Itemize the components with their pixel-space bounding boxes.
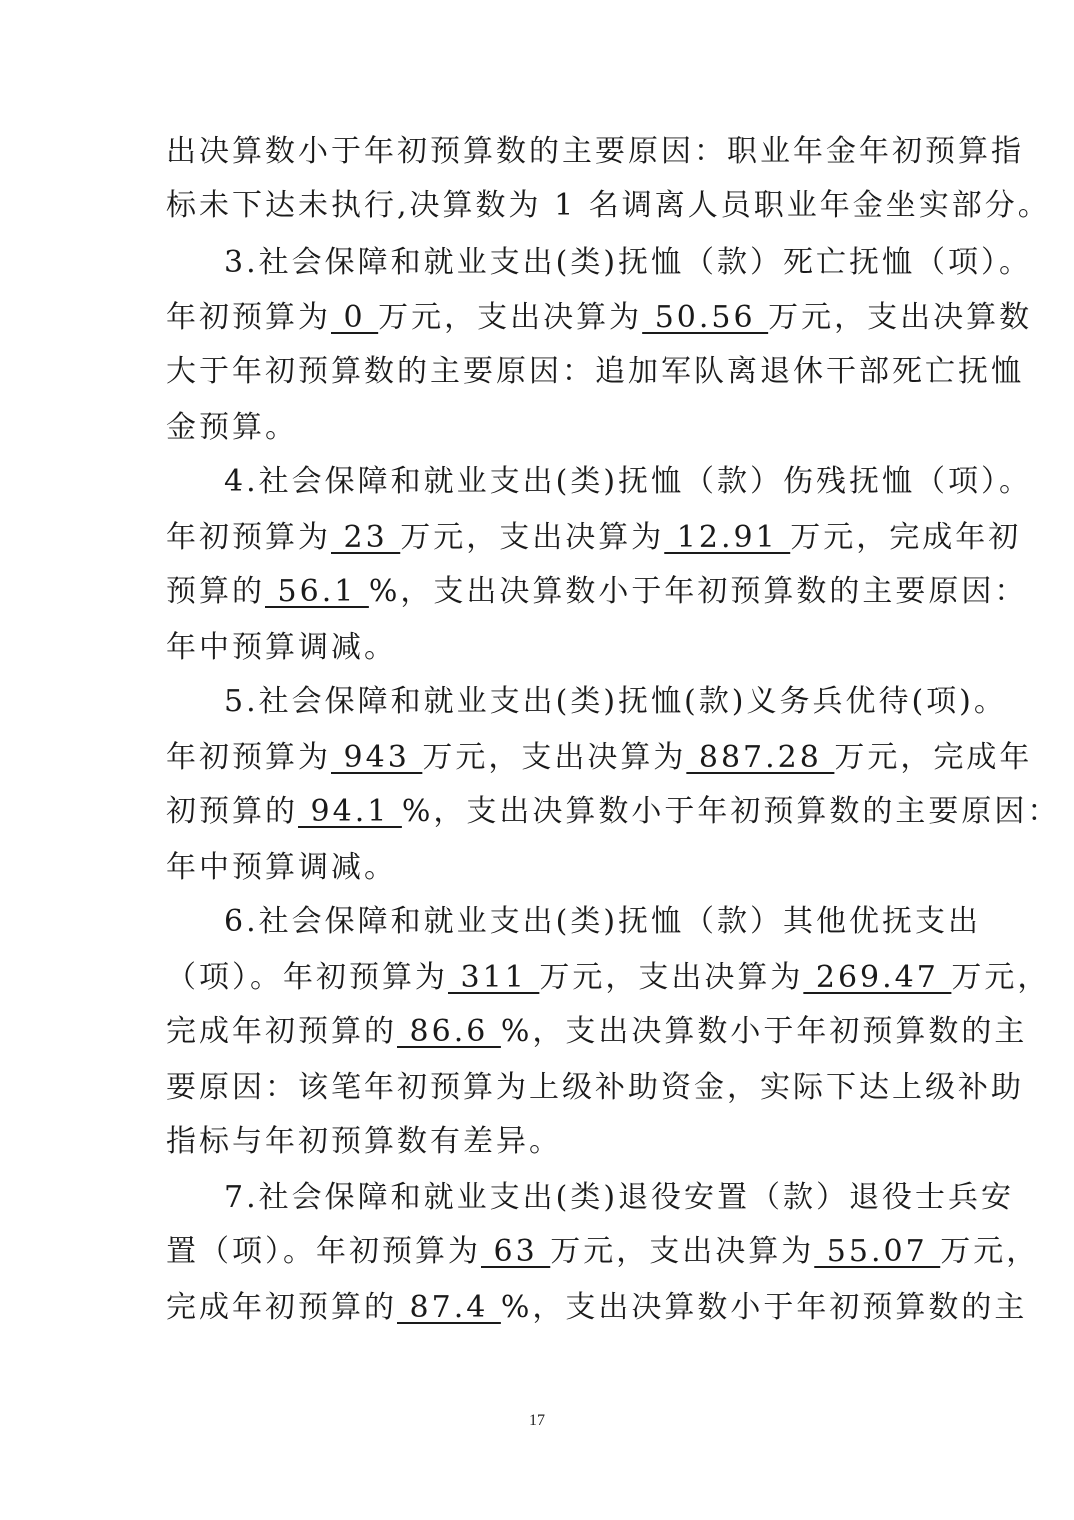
actual-value: 887.28 (686, 740, 835, 775)
budget-value: 311 (448, 960, 540, 995)
text: 金预算。 (166, 410, 298, 445)
text: 5.社会保障和就业支出(类)抚恤(款)义务兵优待(项)。 (224, 684, 1007, 719)
text: 年中预算调减。 (166, 850, 397, 885)
text: 7.社会保障和就业支出(类)退役安置（款）退役士兵安 (224, 1180, 1015, 1215)
paragraph-line (166, 792, 1061, 832)
paragraph-line (166, 408, 926, 448)
paragraph-line (166, 132, 1024, 172)
actual-value: 50.56 (642, 300, 769, 335)
budget-value: 23 (331, 520, 401, 555)
text: %，支出决算数小于年初预算数的主 (500, 1290, 1028, 1325)
text: %，支出决算数小于年初预算数的主要原因： (368, 574, 1028, 609)
text: 初预算的 (166, 794, 298, 829)
completion-rate: 86.6 (397, 1014, 501, 1049)
actual-value: 55.07 (814, 1234, 941, 1269)
text: 预算的 (166, 574, 265, 609)
paragraph-line (166, 1068, 1024, 1108)
text: 万元，支出决算为 (400, 520, 665, 555)
paragraph-line (166, 1122, 926, 1162)
text: 出决算数小于年初预算数的主要原因：职业年金年初预算指 (166, 134, 1024, 169)
paragraph-line (166, 958, 1051, 998)
completion-rate: 87.4 (397, 1290, 501, 1325)
paragraph-line (166, 518, 1022, 558)
budget-value: 63 (481, 1234, 551, 1269)
text: （项）。年初预算为 (166, 960, 448, 995)
budget-value: 943 (331, 740, 423, 775)
paragraph-line (166, 738, 1033, 778)
paragraph-line (166, 848, 926, 888)
paragraph-line (166, 186, 1051, 226)
text: 万元，支出决算数 (768, 300, 1033, 335)
paragraph-line (166, 1288, 1028, 1328)
page-number: 17 (529, 1412, 545, 1429)
item-5-heading (224, 682, 1007, 722)
completion-rate: 56.1 (265, 574, 369, 609)
text: 年中预算调减。 (166, 630, 397, 665)
actual-value: 12.91 (664, 520, 791, 555)
text: 置（项）。年初预算为 (166, 1234, 481, 1269)
text: 指标与年初预算数有差异。 (166, 1124, 562, 1159)
paragraph-line (166, 1012, 1028, 1052)
text: 万元，支出决算为 (422, 740, 687, 775)
text: 大于年初预算数的主要原因：追加军队离退休干部死亡抚恤 (166, 354, 1024, 389)
text: 万元， (940, 1234, 1040, 1269)
text: 完成年初预算的 (166, 1014, 397, 1049)
item-3-heading (224, 243, 1033, 283)
paragraph-line (166, 1232, 1040, 1272)
text: 万元，支出决算为 (539, 960, 804, 995)
text: 万元，完成年 (834, 740, 1033, 775)
text: %，支出决算数小于年初预算数的主 (500, 1014, 1028, 1049)
text: 年初预算为 (166, 740, 331, 775)
text: 4.社会保障和就业支出(类)抚恤（款）伤残抚恤（项）。 (224, 464, 1033, 499)
text: 6.社会保障和就业支出(类)抚恤（款）其他优抚支出 (224, 904, 982, 939)
item-7-heading (224, 1178, 1015, 1218)
text: 标未下达未执行,决算数为 1 名调离人员职业年金坐实部分。 (166, 188, 1051, 223)
budget-value: 0 (331, 300, 379, 335)
text: 年初预算为 (166, 300, 331, 335)
paragraph-line (166, 572, 1028, 612)
text: 万元， (951, 960, 1051, 995)
text: 万元，完成年初 (790, 520, 1022, 555)
paragraph-line (166, 298, 1033, 338)
text: 万元，支出决算为 (550, 1234, 815, 1269)
completion-rate: 94.1 (298, 794, 402, 829)
text: %，支出决算数小于年初预算数的主要原因： (401, 794, 1061, 829)
item-4-heading (224, 462, 1033, 502)
actual-value: 269.47 (803, 960, 952, 995)
text: 万元，支出决算为 (378, 300, 643, 335)
item-6-heading (224, 902, 982, 942)
paragraph-line (166, 628, 926, 668)
text: 年初预算为 (166, 520, 331, 555)
text: 3.社会保障和就业支出(类)抚恤（款）死亡抚恤（项）。 (224, 245, 1033, 280)
text: 要原因：该笔年初预算为上级补助资金，实际下达上级补助 (166, 1070, 1024, 1105)
text: 完成年初预算的 (166, 1290, 397, 1325)
paragraph-line (166, 352, 1024, 392)
